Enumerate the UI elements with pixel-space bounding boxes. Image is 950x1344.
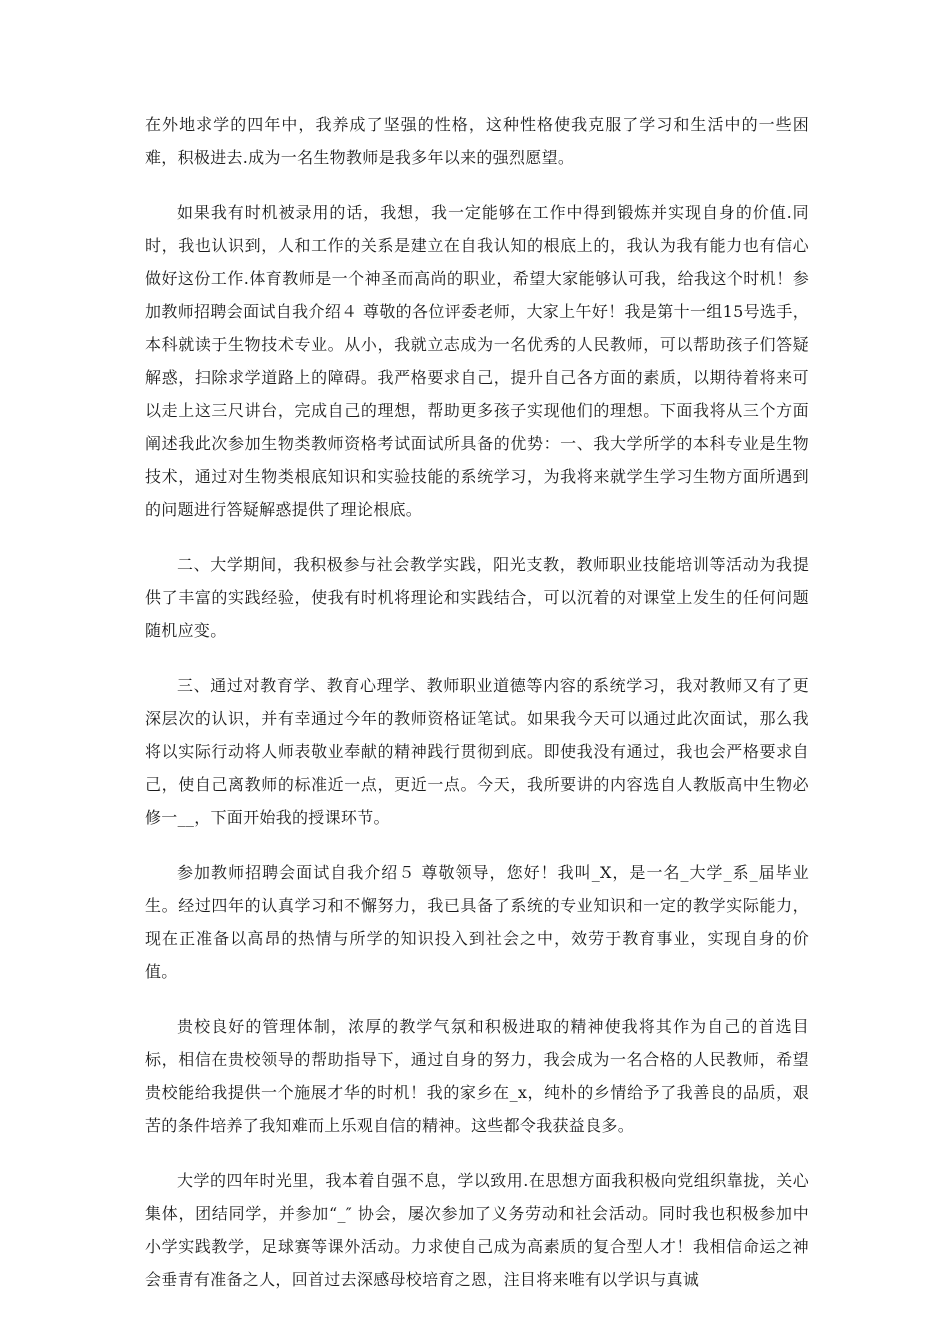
paragraph-2: 如果我有时机被录用的话，我想，我一定能够在工作中得到锻炼并实现自身的价值.同时，我也认识到，人和工作的关系是建立在自我认知的根底上的，我认为我有能力也有信心做好这份工作.体育教师是一个神圣而高尚的职业，希望大家能够认可我，给我这个时机！参加教师招聘会面试自我介绍４ 尊敬的各位评委老师，大家上午好！我是第十一组15号选手，本科就读于生物技术专业。从小，我就立志成为一名优秀的人民教师，可以帮助孩子们答疑解惑，扫除求学道路上的障碍。我严格要求自己，提升自己各方面的素质，以期待着将来可以走上这三尺讲台，完成自己的理想，帮助更多孩子实现他们的理想。下面我将从三个方面阐述我此次参加生物类教师资格考试面试所具备的优势：一、我大学所学的本科专业是生物技术，通过对生物类根底知识和实验技能的系统学习，为我将来就学生学习生物方面所遇到的问题进行答疑解惑提供了理论根底。 — [145, 203, 809, 519]
paragraph-6: 贵校良好的管理体制，浓厚的教学气氛和积极进取的精神使我将其作为自己的首选目标，相信在贵校领导的帮助指导下，通过自身的努力，我会成为一名合格的人民教师，希望贵校能给我提供一个施展才华的时机！我的家乡在_x，纯朴的乡情给予了我善良的品质，艰苦的条件培养了我知难而上乐观自信的精神。这些都令我获益良多。 — [145, 1017, 809, 1135]
paragraph-3: 二、大学期间，我积极参与社会教学实践，阳光支教，教师职业技能培训等活动为我提供了丰富的实践经验，使我有时机将理论和实践结合，可以沉着的对课堂上发生的任何问题随机应变。 — [145, 555, 809, 640]
paragraph-5: 参加教师招聘会面试自我介绍５ 尊敬领导，您好！我叫_X，是一名_大学_系_届毕业生。经过四年的认真学习和不懈努力，我已具备了系统的专业知识和一定的教学实际能力，现在正准备以高昂的热情与所学的知识投入到社会之中，效劳于教育事业，实现自身的价值。 — [145, 863, 809, 981]
paragraph-4: 三、通过对教育学、教育心理学、教师职业道德等内容的系统学习，我对教师又有了更深层次的认识，并有幸通过今年的教师资格证笔试。如果我今天可以通过此次面试，那么我将以实际行动将人师表敬业奉献的精神践行贯彻到底。即使我没有通过，我也会严格要求自己，使自己离教师的标准近一点，更近一点。今天，我所要讲的内容选自人教版高中生物必修一__，下面开始我的授课环节。 — [145, 676, 809, 827]
paragraph-7: 大学的四年时光里，我本着自强不息，学以致用.在思想方面我积极向党组织靠拢，关心集体，团结同学，并参加“_″ 协会，屡次参加了义务劳动和社会活动。同时我也积极参加中小学实践教学，足球赛等课外活动。力求使自己成为高素质的复合型人才！我相信命运之神会垂青有准备之人，回首过去深感母校培育之恩，注目将来唯有以学识与真诚 — [145, 1171, 809, 1289]
document-page — [145, 108, 809, 1318]
paragraph-1: 在外地求学的四年中，我养成了坚强的性格，这种性格使我克服了学习和生活中的一些困难，积极进去.成为一名生物教师是我多年以来的强烈愿望。 — [145, 115, 809, 167]
